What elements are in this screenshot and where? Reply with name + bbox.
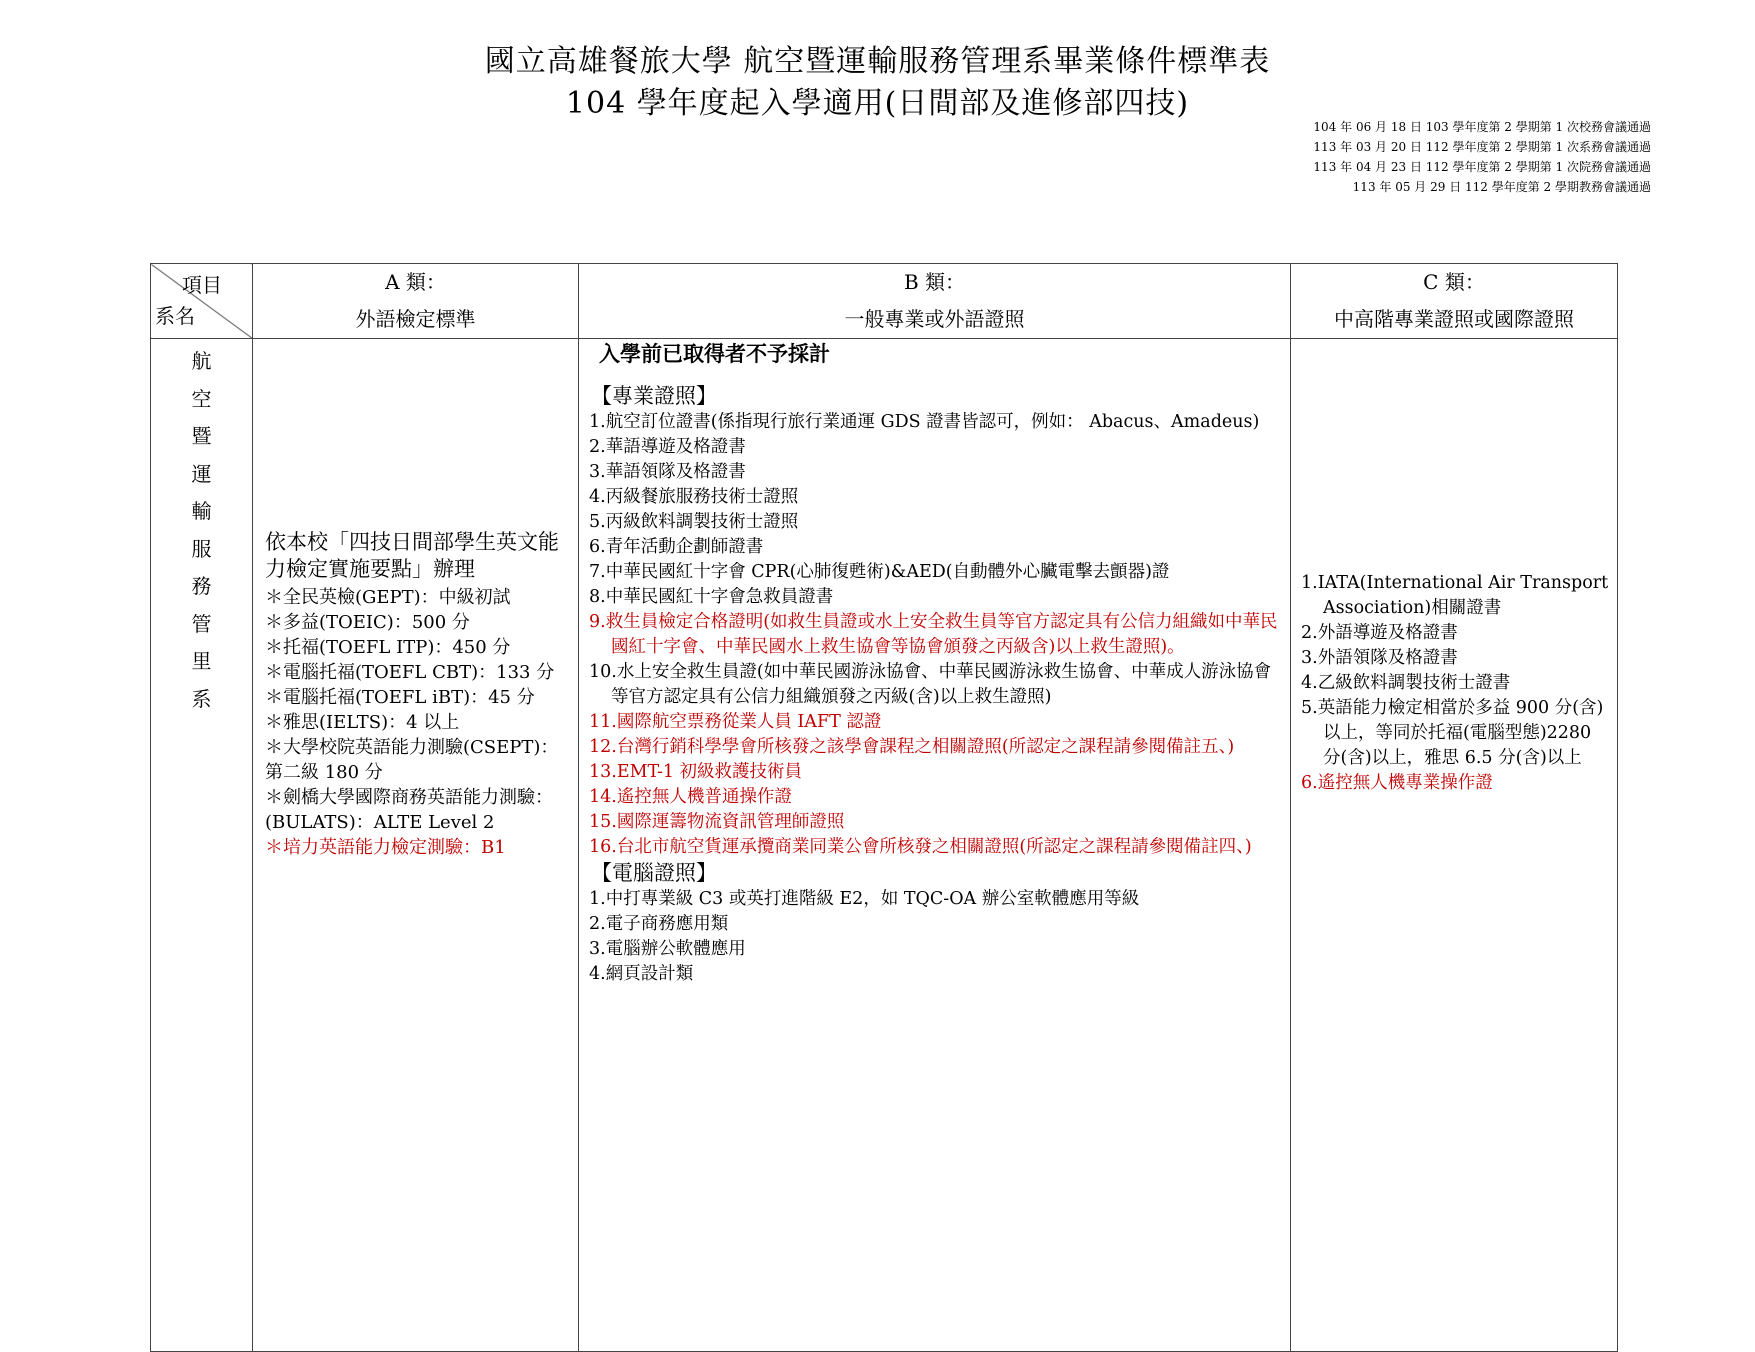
computer-cert-list [589,887,1282,987]
computer-cert-item: 2.電子商務應用類 [589,914,729,934]
advanced-cert-item: 1.IATA(International Air Transport Association)相關證書 [1301,573,1609,618]
department-char: 輸 [191,499,212,523]
section-heading-professional: 【專業證照】 [591,384,717,408]
department-char: 里 [191,649,212,673]
column-b-content [579,339,1291,1352]
column-a-title: 外語檢定標準 [355,307,476,331]
corner-header-dept: 系名 [155,304,195,328]
approval-note: 113 年 04 月 23 日 112 學年度第 2 學期第 1 次院務會議通過 [1313,160,1651,174]
professional-cert-item: 13.EMT-1 初級救護技術員 [589,762,803,782]
professional-cert-item: 16.台北市航空貨運承攬商業同業公會所核發之相關證照(所認定之課程請參閱備註四、) [589,837,1252,857]
corner-header-item: 項目 [182,273,222,297]
computer-cert-item: 1.中打專業級 C3 或英打進階級 E2，如 TQC-OA 辦公室軟體應用等級 [589,889,1140,909]
english-test-item: ＊多益(TOEIC)：500 分 [265,612,470,633]
advanced-cert-item: 6.遙控無人機專業操作證 [1301,773,1493,793]
professional-cert-item: 3.華語領隊及格證書 [589,462,746,482]
approval-notes [1313,117,1651,197]
english-test-item: ＊劍橋大學國際商務英語能力測驗：(BULATS)：ALTE Level 2 [265,787,553,833]
english-test-item: ＊全民英檢(GEPT)：中級初試 [265,587,511,608]
english-test-item: ＊托福(TOEFL ITP)：450 分 [265,637,511,658]
english-test-item: ＊電腦托福(TOEFL CBT)：133 分 [265,662,555,683]
professional-cert-list [589,410,1282,860]
column-c-title: 中高階專業證照或國際證照 [1334,307,1574,331]
department-char: 暨 [191,424,212,448]
approval-note: 113 年 03 月 20 日 112 學年度第 2 學期第 1 次系務會議通過 [1313,140,1651,154]
document-title: 國立高雄餐旅大學 航空暨運輸服務管理系畢業條件標準表 [484,44,1271,79]
department-char: 航 [191,349,212,373]
department-name-cell [151,339,253,1352]
advanced-cert-item: 3.外語領隊及格證書 [1301,648,1458,668]
column-a-content [253,339,579,1352]
professional-cert-item: 6.青年活動企劃師證書 [589,537,764,557]
column-c-label: C 類： [1423,270,1485,294]
professional-cert-item: 1.航空訂位證書(係指現行旅行業通運 GDS 證書皆認可，例如： Abacus、Amadeus) [589,412,1260,432]
professional-cert-item: 11.國際航空票務從業人員 IAFT 認證 [589,712,882,732]
computer-cert-item: 4.網頁設計類 [589,964,694,984]
advanced-cert-item: 4.乙級飲料調製技術士證書 [1301,673,1511,693]
eligibility-warning: 入學前已取得者不予採計 [599,341,830,366]
professional-cert-item: 5.丙級飲料調製技術士證照 [589,512,799,532]
column-b-label: B 類： [903,270,966,294]
computer-cert-item: 3.電腦辦公軟體應用 [589,939,746,959]
document-subtitle: 104 學年度起入學適用(日間部及進修部四技) [565,86,1190,121]
advanced-cert-item: 5.英語能力檢定相當於多益 900 分(含)以上，等同於托福(電腦型態)2280 分(含)以上，雅思 6.5 分(含)以上 [1301,698,1604,768]
column-a-header [253,264,579,339]
professional-cert-item: 8.中華民國紅十字會急救員證書 [589,587,834,607]
english-test-item: ＊大學校院英語能力測驗(CSEPT)：第二級 180 分 [265,737,559,783]
department-char: 運 [191,461,212,486]
professional-cert-item: 2.華語導遊及格證書 [589,437,746,457]
approval-note: 104 年 06 月 18 日 103 學年度第 2 學期第 1 次校務會議通過 [1313,120,1651,134]
professional-cert-item: 4.丙級餐旅服務技術士證照 [589,487,799,507]
department-char: 務 [191,574,212,598]
column-a-list [265,585,568,860]
column-a-label: A 類： [385,270,446,294]
approval-note: 113 年 05 月 29 日 112 學年度第 2 學期教務會議通過 [1352,180,1651,194]
advanced-cert-item: 2.外語導遊及格證書 [1301,623,1458,643]
english-test-item: ＊雅思(IELTS)：4 以上 [265,712,460,733]
corner-header-cell [151,264,253,339]
english-test-item: ＊培力英語能力檢定測驗：B1 [265,837,506,858]
professional-cert-item: 7.中華民國紅十字會 CPR(心肺復甦術)&AED(自動體外心臟電擊去顫器)證 [589,562,1170,582]
column-c-header [1291,264,1618,339]
professional-cert-item: 9.救生員檢定合格證明(如救生員證或水上安全救生員等官方認定具有公信力組織如中華民國紅十字會、中華民國水上救生協會等協會頒發之丙級含)以上救生證照)。 [589,612,1278,657]
professional-cert-item: 12.台灣行銷科學學會所核發之該學會課程之相關證照(所認定之課程請參閱備註五、) [589,737,1235,757]
column-b-header [579,264,1291,339]
professional-cert-item: 10.水上安全救生員證(如中華民國游泳協會、中華民國游泳救生協會、中華成人游泳協會等官方認定具有公信力組織頒發之丙級(含)以上救生證照) [589,662,1272,707]
english-test-item: ＊電腦托福(TOEFL iBT)：45 分 [265,687,535,708]
department-char: 空 [191,386,212,411]
column-b-title: 一般專業或外語證照 [844,307,1025,331]
professional-cert-item: 15.國際運籌物流資訊管理師證照 [589,812,845,832]
section-heading-computer: 【電腦證照】 [591,861,717,885]
column-c-content [1291,339,1618,1352]
department-char: 系 [191,686,212,711]
column-c-list [1301,571,1609,796]
professional-cert-item: 14.遙控無人機普通操作證 [589,787,792,807]
column-a-lead-text: 依本校「四技日間部學生英文能力檢定實施要點」辦理 [265,530,559,581]
department-char: 管 [191,611,212,636]
department-char: 服 [191,536,212,561]
graduation-requirements-table [150,263,1618,1352]
